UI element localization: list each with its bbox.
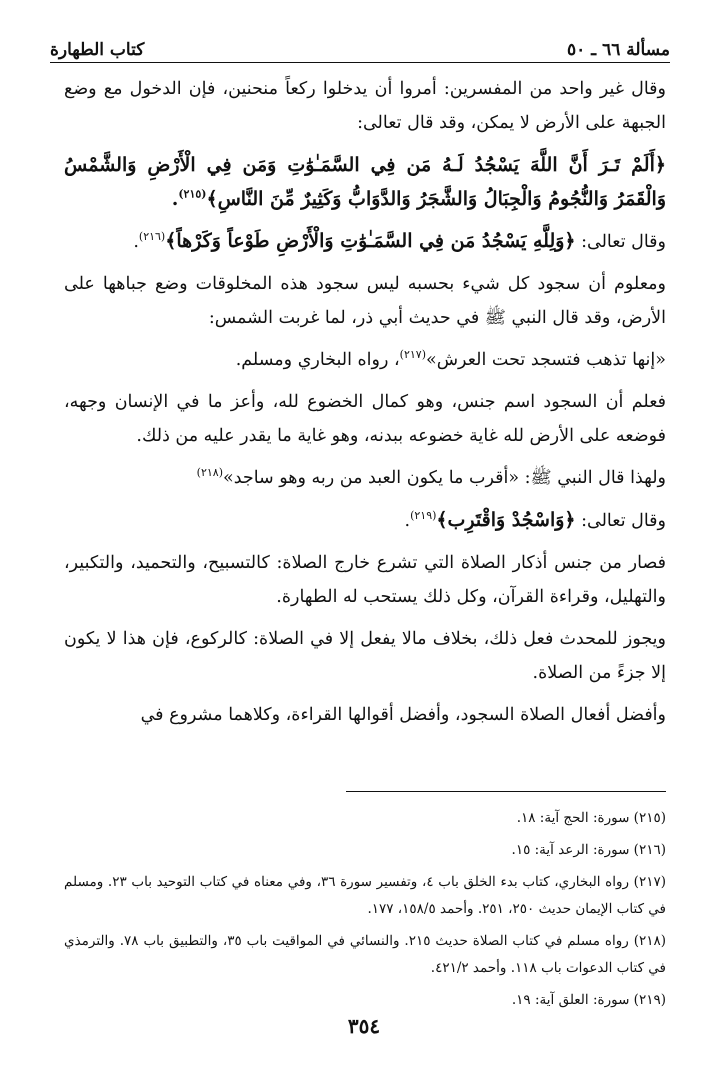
footnote: (٢١٩) سورة: العلق آية: ١٩. bbox=[511, 992, 666, 1008]
footnote-ref: (٢١٩) bbox=[410, 509, 437, 523]
footnote-ref: (٢١٥) bbox=[178, 187, 207, 201]
footnote-ref: (٢١٨) bbox=[196, 466, 223, 480]
paragraph: وقال تعالى: ﴿وَلِلَّهِ يَسْجُدُ مَن فِي السَّمَـٰوَٰتِ وَالْأَرْضِ طَوْعاً وَكَرْهاً﴾$^{(٢١٦)}$. bbox=[133, 230, 666, 252]
footnote-ref: (٢١٦) bbox=[138, 230, 166, 244]
footnotes bbox=[64, 805, 666, 1019]
footnote: (٢١٨) رواه مسلم في كتاب الصلاة حديث ٢١٥. والنسائي في المواقيت باب ٣٥، والتطبيق باب ٧٨. والترمذي في كتاب الدعوات باب ١١٨. وأحمد ٤٢١/٢. bbox=[64, 933, 667, 976]
paragraph: وقال غير واحد من المفسرين: أمروا أن يدخلوا ركعاً منحنين، فإن الدخول مع وضع الجبهة على الأرض لا يمكن، وقد قال تعالى: bbox=[64, 79, 666, 133]
book-title: كتاب الطهارة bbox=[50, 40, 145, 60]
footnote: (٢١٦) سورة: الرعد آية: ١٥. bbox=[511, 842, 666, 858]
quran-verse: ﴿وَلِلَّهِ يَسْجُدُ مَن فِي السَّمَـٰوَٰتِ وَالْأَرْضِ طَوْعاً وَكَرْهاً﴾ bbox=[165, 230, 576, 252]
quran-verse: ﴿أَلَمْ تَـرَ أَنَّ اللَّهَ يَسْجُدُ لَـهُ مَن فِي السَّمَـٰوَٰتِ وَمَن فِي الْأَرْضِ وَالشَّمْسُ وَالْقَمَرُ وَالنُّجُومُ وَالْجِبَالُ وَالشَّجَرُ وَالدَّوَابُّ وَكَثِيرٌ مِّنَ النَّاسِ﴾$^{(٢١٥)}$. bbox=[64, 154, 666, 210]
paragraph: ومعلوم أن سجود كل شيء بحسبه ليس سجود هذه المخلوقات وضع جباهها على الأرض، وقد قال النبي ﷺ في حديث أبي ذر، لما غربت الشمس: bbox=[64, 274, 666, 328]
paragraph: ويجوز للمحدث فعل ذلك، بخلاف مالا يفعل إلا في الصلاة: كالركوع، فإن هذا لا يكون إلا جزءً من الصلاة. bbox=[64, 629, 666, 683]
footnote: (٢١٧) رواه البخاري، كتاب بدء الخلق باب ٤، وتفسير سورة ٣٦، وفي معناه في كتاب التوحيد باب ٢٣. ومسلم في كتاب الإيمان حديث ٢٥٠، ٢٥١. وأحمد ١٥٨/٥، ١٧٧. bbox=[64, 874, 666, 917]
page-number: ٣٥٤ bbox=[347, 1014, 381, 1038]
footnote-ref: (٢١٧) bbox=[399, 348, 426, 362]
main-text bbox=[64, 72, 666, 740]
paragraph: ولهذا قال النبي ﷺ: «أقرب ما يكون العبد من ربه وهو ساجد»$^{(٢١٨)}$ bbox=[196, 466, 666, 488]
footnote-divider bbox=[346, 791, 666, 792]
footnote: (٢١٥) سورة: الحج آية: ١٨. bbox=[516, 810, 666, 826]
header-divider bbox=[50, 62, 670, 63]
paragraph: وأفضل أفعال الصلاة السجود، وأفضل أقوالها القراءة، وكلاهما مشروع في bbox=[140, 705, 666, 725]
paragraph: وقال تعالى: ﴿وَاسْجُدْ وَاقْتَرِب﴾$^{(٢١٩)}$. bbox=[404, 509, 666, 531]
issue-label: مسألة ٦٦ ـ ٥٠ bbox=[566, 40, 670, 60]
running-header bbox=[50, 30, 670, 60]
paragraph: فصار من جنس أذكار الصلاة التي تشرع خارج الصلاة: كالتسبيح، والتحميد، والتكبير، والتهليل، وقراءة القرآن، وكل ذلك يستحب له الطهارة. bbox=[64, 553, 666, 607]
quran-verse: ﴿وَاسْجُدْ وَاقْتَرِب﴾ bbox=[436, 509, 576, 531]
paragraph: «إنها تذهب فتسجد تحت العرش»$^{(٢١٧)}$، رواه البخاري ومسلم. bbox=[235, 348, 666, 370]
paragraph: فعلم أن السجود اسم جنس، وهو كمال الخضوع لله، وأعز ما في الإنسان وجهه، فوضعه على الأرض لله غاية خضوعه ببدنه، وهو غاية ما يقدر عليه من ذلك. bbox=[64, 392, 666, 446]
hadith-quote: «إنها تذهب فتسجد تحت العرش» bbox=[425, 350, 666, 370]
